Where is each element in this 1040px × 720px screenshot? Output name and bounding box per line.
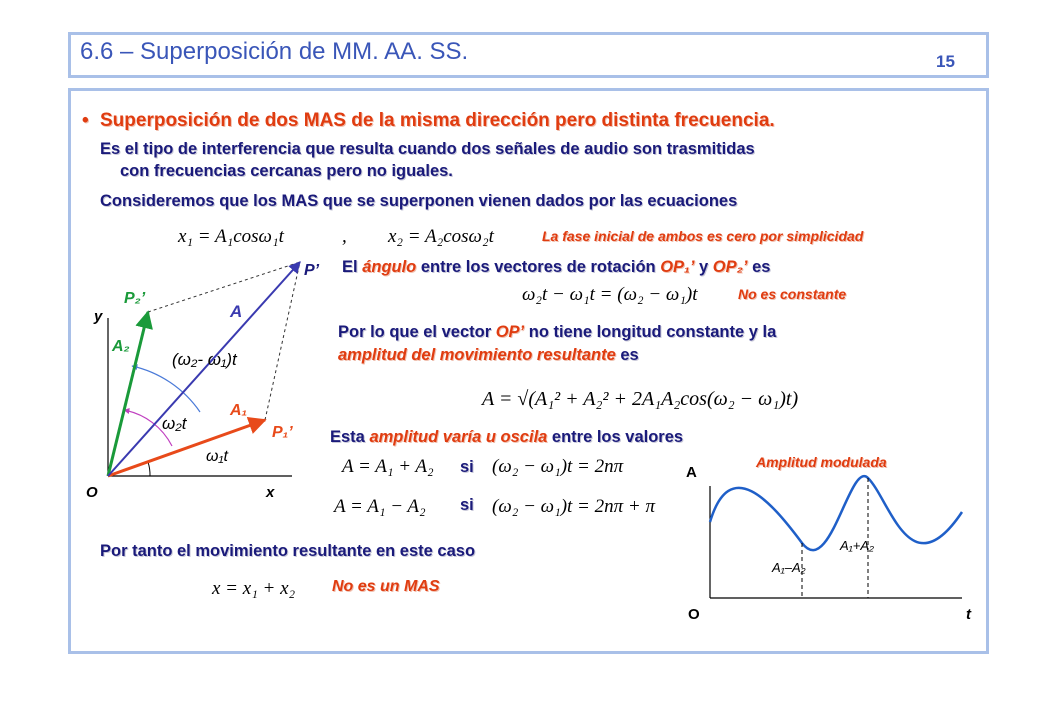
not-constant-note: No es constante <box>738 286 847 302</box>
label-A2: A₂ <box>112 338 130 355</box>
arc-diff <box>132 366 200 412</box>
equation-amplitude: A = √(A₁² + A₂² + 2A₁A₂cos(ω₂ − ω₁)t) <box>482 388 799 410</box>
phase-note: La fase inicial de ambos es cero por simplicidad <box>542 228 864 244</box>
not-mas-note: No es un MAS <box>332 578 440 595</box>
vector-A2 <box>108 312 148 476</box>
modulated-curve <box>710 476 962 550</box>
label-x: x <box>266 484 275 501</box>
equation-min: A = A₁ − A₂ <box>334 496 426 517</box>
condition-min: (ω₂ − ω₁)t = 2nπ + π <box>492 496 655 517</box>
label-angle-diff: (ω₂- ω₁)t <box>172 350 237 369</box>
vector-sentence-1: Por lo que el vector OP’ no tiene longitud constante y la <box>338 323 777 341</box>
condition-max: (ω₂ − ω₁)t = 2nπ <box>492 456 624 477</box>
equation-x2: x₂ = A₂cosω₂t <box>388 226 494 247</box>
angle-sentence: El ángulo entre los vectores de rotación OP₁’ y OP₂’ es <box>342 258 771 276</box>
si-label-1: si <box>460 458 474 476</box>
intro-line-2: con frecuencias cercanas pero no iguales. <box>120 162 453 180</box>
label-P: P’ <box>304 262 320 279</box>
equation-sum: x = x₁ + x₂ <box>212 578 296 599</box>
graph-label-t: t <box>966 606 971 623</box>
bullet-icon: • <box>82 110 89 131</box>
equation-max: A = A₁ + A₂ <box>342 456 434 477</box>
label-w2t: ω₂t <box>162 414 187 433</box>
page-number: 15 <box>936 52 955 71</box>
slide-title: 6.6 – Superposición de MM. AA. SS. <box>80 38 469 65</box>
intro-line-1: Es el tipo de interferencia que resulta cuando dos señales de audio son trasmitidas <box>100 140 755 158</box>
equation-angle: ω₂t − ω₁t = (ω₂ − ω₁)t <box>522 284 698 305</box>
equation-x1: x₁ = A₁cosω₁t <box>178 226 284 247</box>
heading: Superposición de dos MAS de la misma dirección pero distinta frecuencia. <box>100 110 775 131</box>
graph-title: Amplitud modulada <box>756 454 887 470</box>
vector-A1 <box>108 420 265 476</box>
si-label-2: si <box>460 496 474 514</box>
arc-w1 <box>148 462 150 476</box>
label-A: A <box>230 302 243 321</box>
vector-sentence-2: amplitud del movimiento resultante es <box>338 346 639 364</box>
graph-label-O: O <box>688 606 700 623</box>
label-w1t: ω₁t <box>206 448 228 465</box>
label-O: O <box>86 484 98 501</box>
result-sentence: Por tanto el movimiento resultante en este caso <box>100 542 476 560</box>
varies-sentence: Esta amplitud varía u oscila entre los valores <box>330 428 684 446</box>
label-y: y <box>94 308 103 325</box>
graph-label-max: A₁+A₂ <box>840 538 874 553</box>
label-P2: P₂’ <box>124 290 146 307</box>
graph-label-min: A₁–A₂ <box>772 560 806 575</box>
label-P1: P₁’ <box>272 424 293 441</box>
label-A1: A₁ <box>230 402 248 419</box>
equation-separator: , <box>342 226 347 247</box>
dashed-p1-p <box>265 262 300 420</box>
consider-text: Consideremos que los MAS que se superponen vienen dados por las ecuaciones <box>100 192 738 210</box>
graph-label-A: A <box>686 464 697 481</box>
